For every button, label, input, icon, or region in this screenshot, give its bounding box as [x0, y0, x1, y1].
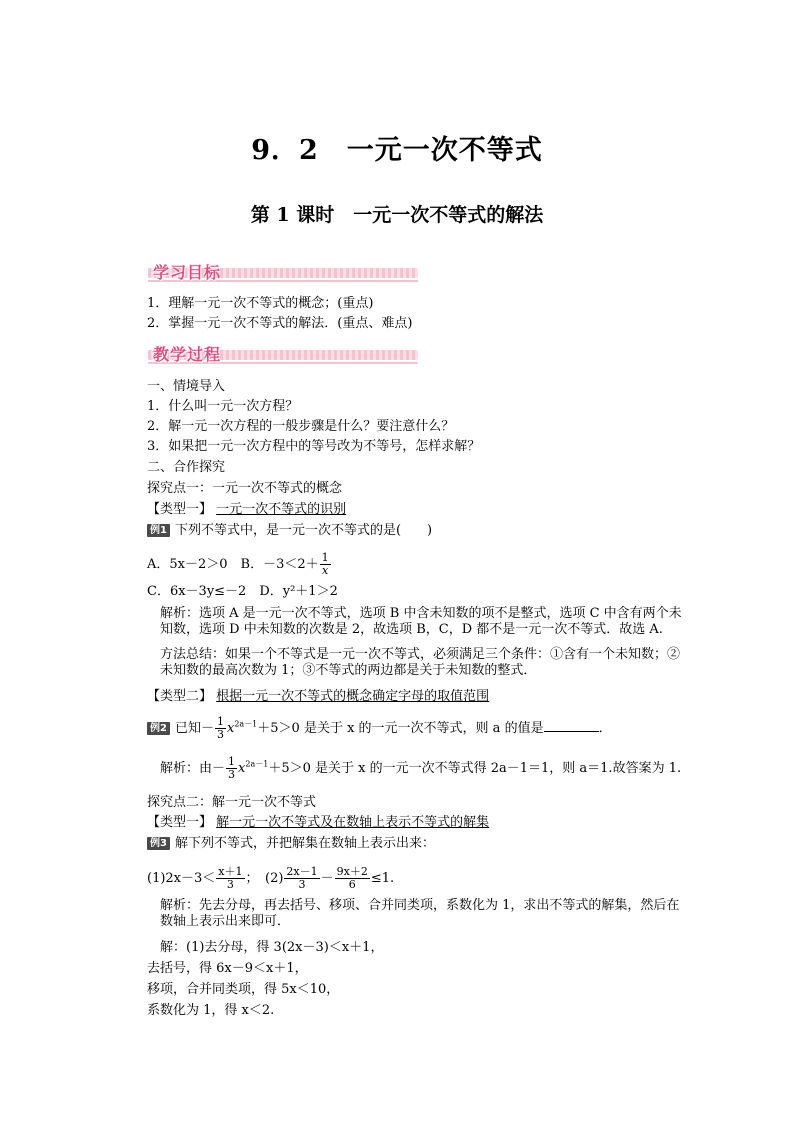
process-banner — [148, 344, 418, 370]
solution-step: 解：(1)去分母，得 3(2x－3)＜x＋1， — [160, 940, 384, 955]
example-1: 例1 下列不等式中，是一元一次不等式的是( ) — [147, 523, 432, 539]
question-item: 1．什么叫一元一次方程？ — [147, 399, 299, 414]
example-3: 例3 解下列不等式，并把解集在数轴上表示出来： — [147, 836, 435, 852]
fraction: $\frac{2x-1}{3}$ — [286, 865, 318, 891]
answer-blank[interactable] — [544, 721, 599, 732]
example-1-analysis: 解析：选项 A 是一元一次不等式，选项 B 中含未知数的项不是整式，选项 C 中含有两个未知数，选项 D 中未知数的次数是 2，故选项 B，C，D 都不是一元一次不等式．故选 A. — [160, 606, 682, 637]
goal-item: 1．理解一元一次不等式的概念；(重点) — [147, 296, 374, 311]
example-1-options-cd: C．6x－3y≤－2 D．y²＋1＞2 — [147, 584, 338, 599]
inquiry-point: 探究点二：解一元一次不等式 — [147, 795, 317, 810]
example-2: 例2 已知－ $\frac{1}{3}$ $x^{2a-1}+5>0$ 是关于 x 的一元一次不等式，则 a 的值是 ． — [147, 716, 612, 741]
type-heading: 【类型一】 解一元一次不等式及在数轴上表示不等式的解集 — [147, 815, 490, 830]
section-heading: 二、合作探究 — [147, 460, 226, 475]
lesson-subtitle: 第 1 课时 一元一次不等式的解法 — [250, 204, 544, 226]
method-summary: 方法总结：如果一个不等式是一元一次不等式，必须满足三个条件：①含有一个未知数；②未知数的最高次数为 1；③不等式的两边都是关于未知数的整式． — [160, 647, 681, 678]
goals-banner-label: 学习目标 — [153, 263, 222, 282]
fraction: $\frac{1}{3}$ — [228, 755, 236, 781]
example-3-analysis: 解析：先去分母，再去括号、移项、合并同类项，系数化为 1，求出不等式的解集，然后在数轴上表示出来即可． — [160, 898, 680, 929]
type-heading: 【类型一】 一元一次不等式的识别 — [147, 502, 347, 517]
section-heading: 一、情境导入 — [147, 379, 226, 394]
inquiry-point: 探究点一：一元一次不等式的概念 — [147, 481, 343, 496]
solution-step: 去括号，得 6x－9＜x＋1， — [147, 961, 308, 976]
type-heading: 【类型二】 根据一元一次不等式的概念确定字母的取值范围 — [147, 689, 490, 704]
page-title: 9．2 一元一次不等式 — [251, 135, 543, 166]
question-item: 3．如果把一元一次方程中的等号改为不等号，怎样求解？ — [147, 439, 481, 454]
question-item: 2．解一元一次方程的一般步骤是什么？要注意什么？ — [147, 419, 455, 434]
example-1-options-ab: A．5x－2＞0 B．－3＜2＋ $\frac{1}{x}$ — [147, 551, 329, 577]
solution-step: 移项，合并同类项，得 5x＜10， — [147, 982, 340, 997]
example-badge: 例1 — [147, 524, 170, 537]
goals-banner — [148, 262, 418, 288]
fraction: $\frac{9x+2}{6}$ — [336, 865, 368, 891]
fraction: $\frac{1}{x}$ — [321, 551, 329, 577]
example-3-problems: (1)2x－3＜ $\frac{x+1}{3}$ ； (2) $\frac{2x-1}{3}$ － $\frac{9x+2}{6}$ ≤1. — [147, 865, 395, 891]
fraction: $\frac{x+1}{3}$ — [218, 865, 243, 891]
example-2-analysis: 解析：由－ $\frac{1}{3}$ $x^{2a-1}+5>0$ 是关于 x 的一元一次不等式得 2a－1＝1，则 a＝1.故答案为 1. — [160, 755, 682, 781]
goal-item: 2．掌握一元一次不等式的解法．(重点、难点) — [147, 316, 413, 331]
solution-step: 系数化为 1，得 x＜2. — [147, 1003, 275, 1018]
fraction: $\frac{1}{3}$ — [216, 715, 224, 741]
example-badge: 例3 — [147, 837, 170, 850]
process-banner-label: 教学过程 — [153, 345, 222, 364]
example-badge: 例2 — [147, 722, 170, 735]
